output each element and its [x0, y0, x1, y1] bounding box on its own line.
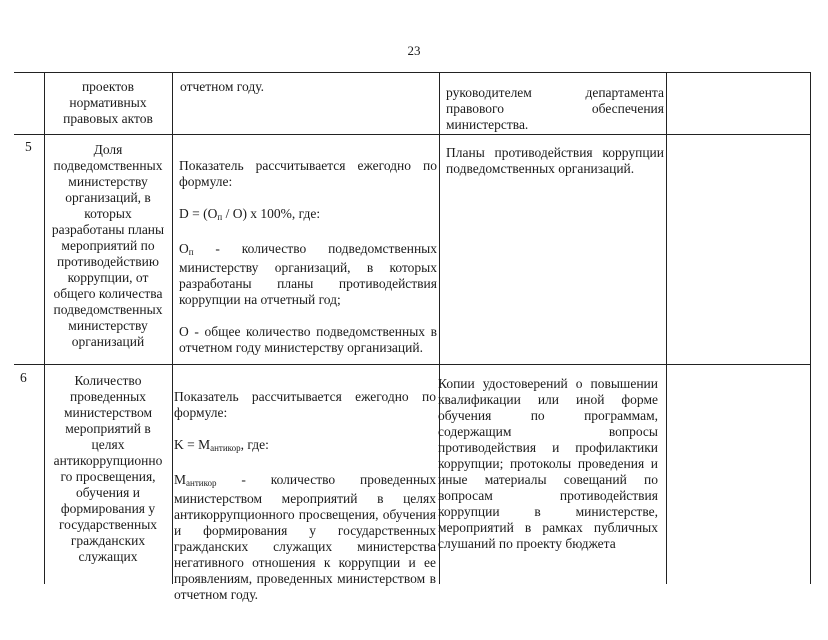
indicator-name: Количество проведенных министерством мероприятий в целях антикоррупционно го просвещения, обучения и формирования у государственных гражданских служащих: [53, 373, 163, 564]
table-border-right: [810, 72, 811, 584]
column-divider: [666, 72, 667, 584]
method-intro: Показатель рассчитывается ежегодно по формуле:: [174, 389, 436, 420]
indicator-name: Доля подведомственных министерству организаций, в которых разработаны планы мероприятий по противодействию коррупции, от общего количества подведомственных министерству организаций: [51, 142, 165, 349]
column-divider: [172, 72, 173, 584]
data-source: Копии удостоверений о повышении квалификации или иной форме обучения по программам, содержащим вопросы противодействия и профилактики коррупции; протоколы проведения и иные материалы совещаний по вопросам противодействия коррупции в министерстве, мероприятий в рамках публичных слушаний по проекту бюджета: [438, 376, 658, 551]
data-source: руководителем департамента правового обеспечения министерства.: [446, 85, 664, 132]
calculation-method: [179, 142, 437, 372]
indicator-name: проектов нормативных правовых актов: [63, 79, 153, 126]
data-source: Планы противодействия коррупции подведомственных организаций.: [446, 145, 664, 176]
calculation-method: [174, 373, 436, 619]
column-divider: [44, 72, 45, 584]
row-number: 5: [25, 139, 32, 154]
method-total-definition: O - общее количество подведомственных в отчетном году министерству организаций.: [179, 324, 437, 355]
calculation-method: отчетном году.: [180, 79, 264, 94]
row-number: 6: [20, 370, 27, 385]
row-divider: [14, 134, 811, 135]
method-formula: $K = M_{антикор}$, где:: [174, 437, 269, 453]
table-border-top: [14, 72, 811, 73]
page-number: 23: [407, 43, 421, 58]
method-intro: Показатель рассчитывается ежегодно по формуле:: [179, 158, 437, 189]
method-variable-definition: $M_{антикор}$ - количество проведенных министерством мероприятий в целях антикоррупционного просвещения, обучения и формирования у государственных гражданских служащих министерства негативного отношения к коррупции и ее проявлениям, проведенных министерством в отчетном году.: [174, 472, 436, 602]
method-variable-definition: $O_п$ - количество подведомственных министерству организаций, в которых разработаны планы противодействия коррупции на отчетный год;: [179, 241, 437, 307]
method-formula: $D = (O_п / O)$ х 100%, где:: [179, 206, 321, 222]
